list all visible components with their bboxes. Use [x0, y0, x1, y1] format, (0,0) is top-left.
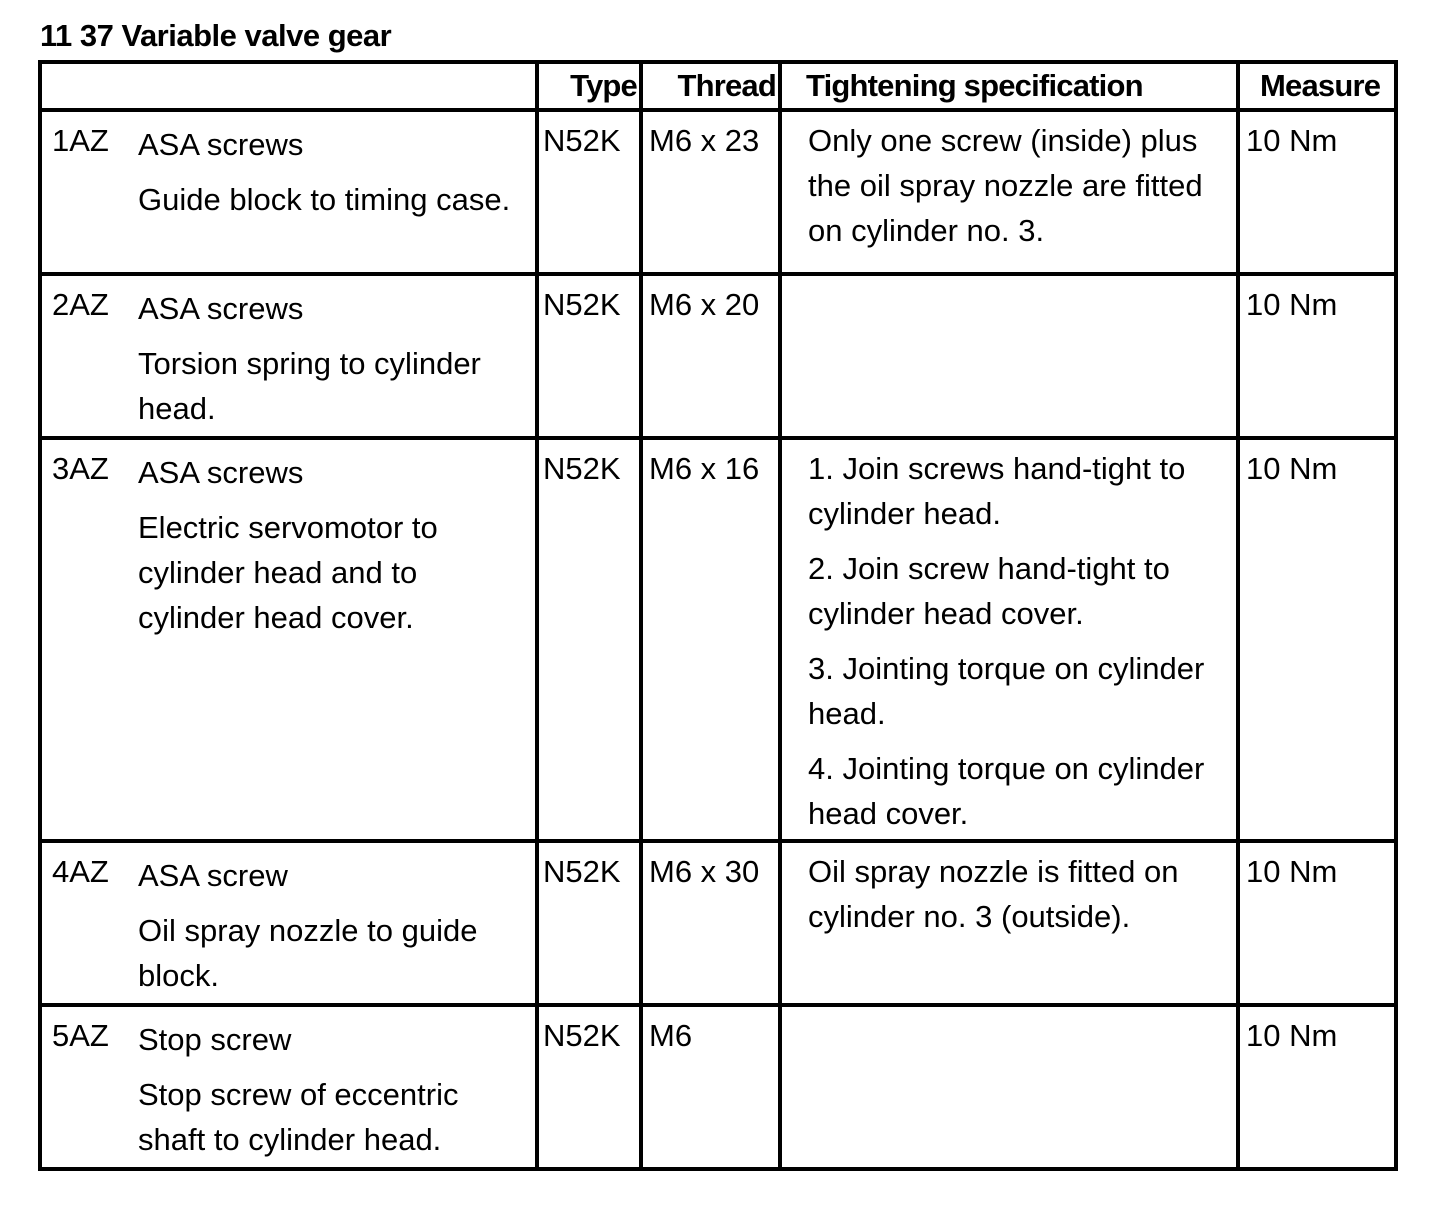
position-code: 1AZ: [52, 123, 109, 158]
header-measure: Measure: [1238, 62, 1396, 110]
measure-cell: 10 Nm: [1238, 438, 1396, 841]
part-name: Stop screw: [138, 1022, 292, 1057]
part-purpose: Electric servomotor to cylinder head and to cylinder head cover.: [138, 510, 438, 635]
spec-cell: [780, 1005, 1238, 1169]
part-purpose: Oil spray nozzle to guide block.: [138, 913, 478, 993]
type-cell: N52K: [537, 1005, 641, 1169]
thread-cell: M6 x 23: [641, 110, 780, 274]
type-cell: N52K: [537, 110, 641, 274]
table-row: [40, 438, 1396, 841]
description-cell: [40, 1005, 537, 1169]
position-code: 3AZ: [52, 451, 109, 486]
part-name: ASA screws: [138, 291, 304, 326]
position-code: 2AZ: [52, 287, 109, 322]
table-row: [40, 110, 1396, 274]
thread-cell: M6 x 20: [641, 274, 780, 438]
spec-note: Only one screw (inside) plus the oil spray nozzle are fitted on cylinder no. 3.: [808, 123, 1203, 248]
page-title: 11 37 Variable valve gear: [40, 18, 392, 53]
part-purpose: Guide block to timing case.: [138, 182, 511, 217]
header-type: Type: [537, 62, 641, 110]
spec-step: 3. Jointing torque on cylinder head.: [808, 651, 1205, 731]
spec-cell: [780, 274, 1238, 438]
position-code: 5AZ: [52, 1018, 109, 1053]
type-cell: N52K: [537, 274, 641, 438]
table-row: [40, 841, 1396, 1005]
part-name: ASA screw: [138, 858, 288, 893]
part-name: ASA screws: [138, 455, 304, 490]
spec-cell: [780, 110, 1238, 274]
header-description: [40, 62, 537, 110]
spec-note: Oil spray nozzle is fitted on cylinder no. 3 (outside).: [808, 854, 1179, 934]
description-cell: [40, 841, 537, 1005]
table-row: [40, 1005, 1396, 1169]
spec-cell: [780, 841, 1238, 1005]
position-code: 4AZ: [52, 854, 109, 889]
thread-cell: M6 x 16: [641, 438, 780, 841]
part-name: ASA screws: [138, 127, 304, 162]
type-cell: N52K: [537, 841, 641, 1005]
thread-cell: M6 x 30: [641, 841, 780, 1005]
table-row: [40, 274, 1396, 438]
description-cell: [40, 438, 537, 841]
part-purpose: Stop screw of eccentric shaft to cylinder head.: [138, 1077, 459, 1157]
table-header-row: [40, 62, 1396, 110]
description-cell: [40, 110, 537, 274]
spec-step: 2. Join screw hand-tight to cylinder head cover.: [808, 551, 1170, 631]
header-tightening-specification: Tightening specification: [780, 62, 1238, 110]
spec-step: 1. Join screws hand-tight to cylinder head.: [808, 451, 1186, 531]
tightening-torque-table: [38, 60, 1398, 1171]
description-cell: [40, 274, 537, 438]
measure-cell: 10 Nm: [1238, 841, 1396, 1005]
header-thread: Thread: [641, 62, 780, 110]
spec-step: 4. Jointing torque on cylinder head cover.: [808, 751, 1205, 831]
measure-cell: 10 Nm: [1238, 1005, 1396, 1169]
thread-cell: M6: [641, 1005, 780, 1169]
measure-cell: 10 Nm: [1238, 274, 1396, 438]
type-cell: N52K: [537, 438, 641, 841]
part-purpose: Torsion spring to cylinder head.: [138, 346, 481, 426]
spec-cell: [780, 438, 1238, 841]
measure-cell: 10 Nm: [1238, 110, 1396, 274]
